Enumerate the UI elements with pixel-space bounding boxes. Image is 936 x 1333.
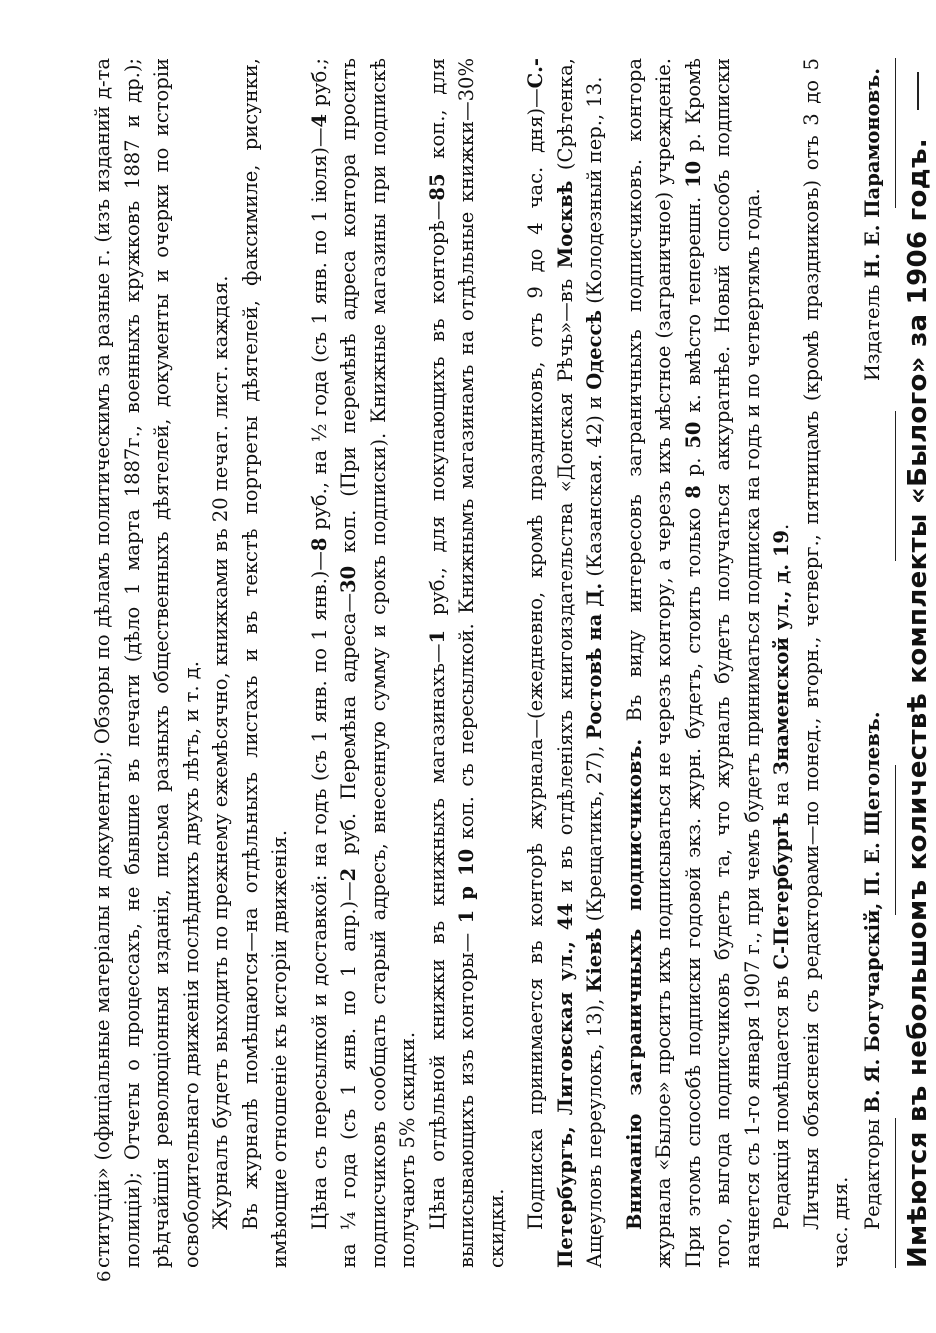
paragraph-foreign-subscribers: Вниманію заграничныхъ подписчиковъ. Въ виду интересовъ заграничныхъ подписчиковъ. контора журнала «Былое» проситъ ихъ подписываться не черезъ контору, а черезъ ихъ мѣстное (заграничное) учрежденіе. При этомъ способѣ подписки годовой экз. журн. будетъ, стоить только 8 р. 50 к. вмѣсто теперешн. 10 р. Кромѣ того, выгода подписчиковъ будетъ та, что журналъ будетъ получаться аккуратнѣе. Новый способъ подписки начнется съ 1-го января 1907 г., при чемъ будетъ приниматься подписка на годъ и по четвертямъ года. — [622, 57, 764, 1268]
editors-line — [858, 58, 888, 1268]
paragraph-editorial-address: Редакція помѣщается въ С-Петербургѣ на Знаменской ул., д. 19. — [770, 523, 793, 1230]
paragraph-visiting-hours: Личныя объясненія съ редакторами—по понед., вторн., четверг., пятницамъ (кромѣ праздниковъ) отъ 3 до 5 час. дня. — [799, 58, 852, 1268]
document-page — [88, 57, 934, 1282]
separator-rule — [895, 1118, 896, 1268]
paragraph-sources: ституціи» (офиціальные матеріалы и документы); Обзоры по дѣламъ политическимъ за разные г. (изъ изданий д-та полиціи); Отчеты о процессахъ, не бывшие въ печати (дѣло 1 марта 1887г., военныхъ кружковъ 1887 и др.); рѣдчайшія революціонныя изданія, письма разныхъ общественныхъ дѣятелей, документы и очерки по исторіи освободительнаго движенія послѣднихъ двухъ лѣтъ, и т. д. — [91, 58, 203, 1268]
banner-rule — [917, 72, 919, 110]
separator-rule — [895, 411, 896, 561]
publisher-name: Издатель Н. Е. Парамоновъ. — [860, 68, 884, 382]
separator-rule — [895, 765, 896, 915]
banner-text: Имѣются въ небольшомъ количествѣ комплекты «Былого» за 1906 годъ. — [903, 138, 934, 1268]
paragraph-illustrations: Въ журналѣ помѣщаются—на отдѣльныхъ листахъ и въ текстѣ портреты дѣятелей, факсимиле, рисунки, имѣющие отношеніе къ исторіи движенія. — [238, 58, 291, 1268]
paragraph-publication: Журналъ будетъ выходить по прежнему ежемѣсячно, книжками въ 20 печат. лист. каждая. — [209, 275, 232, 1230]
paragraph-prices: Цѣна съ пересылкой и доставкой: на годъ (съ 1 янв. по 1 янв.)—8 руб., на ½ года (съ 1 янв. по 1 іюля)—4 руб.; на ¼ года (съ 1 янв. по 1 апр.)—2 руб. Перемѣна адреса—30 коп. (При перемѣнѣ адреса контора просить подписчиковъ сообщать старый адресъ, внесенную сумму и срокъ подписки). Книжные магазины при подпискѣ получаютъ 5% скидки. — [307, 57, 419, 1268]
separator-rule — [895, 58, 896, 208]
paragraph-subscription-offices: Подписка принимается въ конторѣ журнала—(ежедневно, кромѣ праздниковъ, отъ 9 до 4 час. дня)—С.-Петербургъ, Лиговская ул., 44 и въ отдѣленіяхъ книгоиздательства «Донская Рѣчь»—въ Москвѣ (Срѣтенка, Ащеуловъ переулокъ, 13), Кіевѣ (Крещатикъ, 27), Ростовѣ на Д. (Казанская. 42) и Одессѣ (Колодезный пер., 13. — [524, 58, 606, 1268]
separator-rules — [895, 58, 896, 1268]
advertisement-banner — [902, 58, 934, 1268]
editors-names: Редакторы В. Я. Богучарскій, П. Е. Щеголевъ. — [860, 711, 884, 1230]
paragraph-single-issue-price: Цѣна отдѣльной книжки въ книжныхъ магазинахъ—1 руб., для покупающихъ въ конторѣ—85 коп., для выписывающихъ изъ конторы— 1 р 10 коп. съ пересылкой. Книжнымъ магазинамъ на отдѣльные книжки—30% скидки. — [425, 58, 508, 1268]
page-number: 6 — [94, 1270, 115, 1282]
